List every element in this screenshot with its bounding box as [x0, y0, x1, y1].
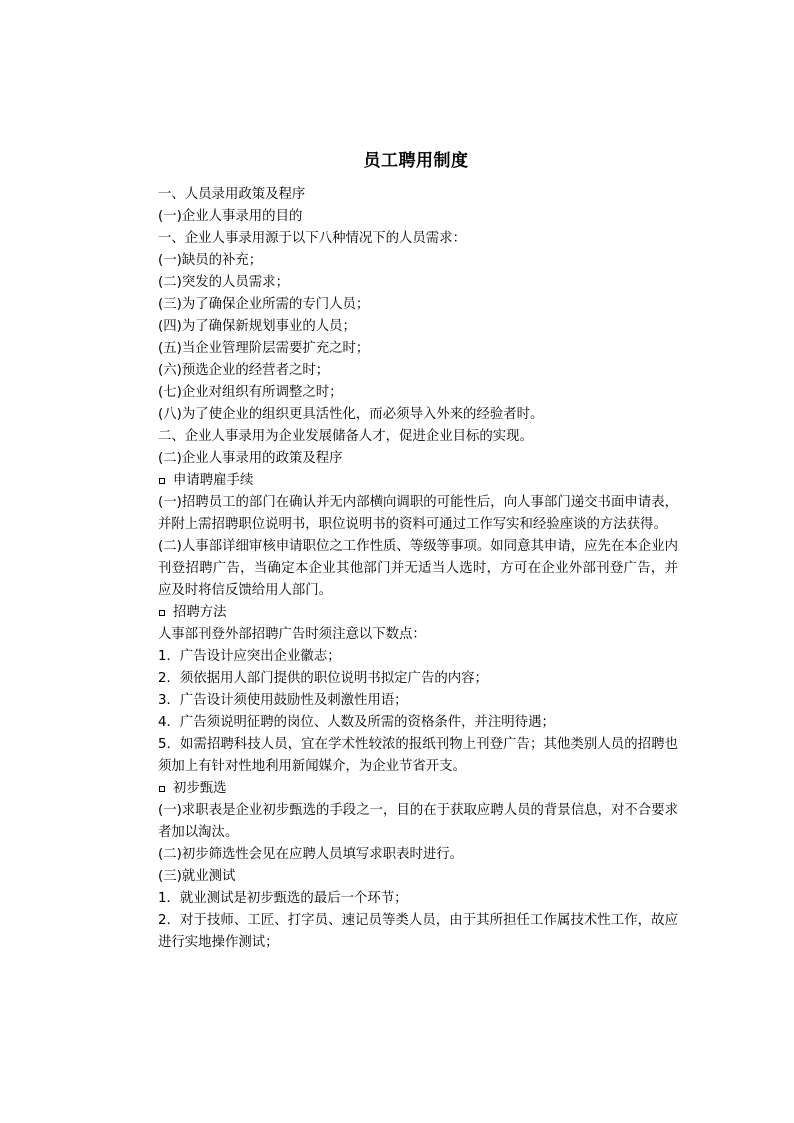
body-line: 一、企业人事录用源于以下八种情况下的人员需求： — [158, 231, 466, 246]
square-bullet-icon — [159, 786, 165, 792]
body-line: (七)企业对组织有所调整之时； — [158, 385, 343, 400]
body-paragraph: (二)人事部详细审核申请职位之工作性质、等级等事项。如同意其申请，应先在本企业内刊登招聘广告，当确定本企业其他部门并无适当人选时，方可在企业外部刊登广告，并应及时将信反馈给用人部门。 — [158, 539, 678, 598]
body-line: (五)当企业管理阶层需要扩充之时； — [158, 341, 370, 356]
body-paragraph: (一)招聘员工的部门在确认并无内部横向调职的可能性后，向人事部门递交书面申请表，并附上需招聘职位说明书，职位说明书的资料可通过工作写实和经验座谈的方法获得。 — [158, 495, 678, 532]
body-line: 4．广告须说明征聘的岗位、人数及所需的资格条件，并注明待遇； — [158, 715, 555, 730]
body-line: 3．广告设计须使用鼓励性及刺激性用语； — [158, 693, 408, 708]
body-line: (三)就业测试 — [158, 869, 236, 884]
body-line: (二)突发的人员需求； — [158, 275, 289, 290]
body-paragraph: (一)求职表是企业初步甄选的手段之一，目的在于获取应聘人员的背景信息，对不合要求者加以淘汰。 — [158, 803, 678, 840]
document-body — [158, 184, 678, 954]
page-title: 员工聘用制度 — [363, 151, 469, 171]
body-line: 二、企业人事录用为企业发展储备人才，促进企业目标的实现。 — [158, 429, 533, 444]
square-bullet-icon — [159, 478, 165, 484]
bullet-heading-text: 初步甄选 — [173, 781, 227, 796]
body-line: (三)为了确保企业所需的专门人员； — [158, 297, 370, 312]
body-line: (六)预选企业的经营者之时； — [158, 363, 330, 378]
body-line: (八)为了使企业的组织更具活性化，而必须导入外来的经验者时。 — [158, 407, 544, 422]
body-paragraph: 5．如需招聘科技人员，宜在学术性较浓的报纸刊物上刊登广告；其他类别人员的招聘也须加上有针对性地利用新闻媒介，为企业节省开支。 — [158, 737, 678, 774]
section-bullet-heading — [158, 470, 678, 492]
body-line: 一、人员录用政策及程序 — [158, 187, 306, 202]
section-bullet-heading — [158, 778, 678, 800]
square-bullet-icon — [159, 610, 165, 616]
bullet-heading-text: 申请聘雇手续 — [173, 473, 254, 488]
body-line: (四)为了确保新规划事业的人员； — [158, 319, 356, 334]
body-line: (一)企业人事录用的目的 — [158, 209, 303, 224]
section-bullet-heading — [158, 602, 678, 624]
body-paragraph: 2．对于技师、工匠、打字员、速记员等类人员，由于其所担任工作属技术性工作，故应进行实地操作测试； — [158, 913, 678, 950]
body-line: 1．就业测试是初步甄选的最后一个环节； — [158, 891, 408, 906]
body-line: (二)企业人事录用的政策及程序 — [158, 451, 343, 466]
body-line: (二)初步筛选性会见在应聘人员填写求职表时进行。 — [158, 847, 464, 862]
bullet-heading-text: 招聘方法 — [173, 605, 227, 620]
body-line: 人事部刊登外部招聘广告时须注意以下数点： — [158, 627, 426, 642]
body-line: 2．须依据用人部门提供的职位说明书拟定广告的内容； — [158, 671, 488, 686]
body-line: 1．广告设计应突出企业徽志； — [158, 649, 341, 664]
body-line: (一)缺员的补充； — [158, 253, 263, 268]
